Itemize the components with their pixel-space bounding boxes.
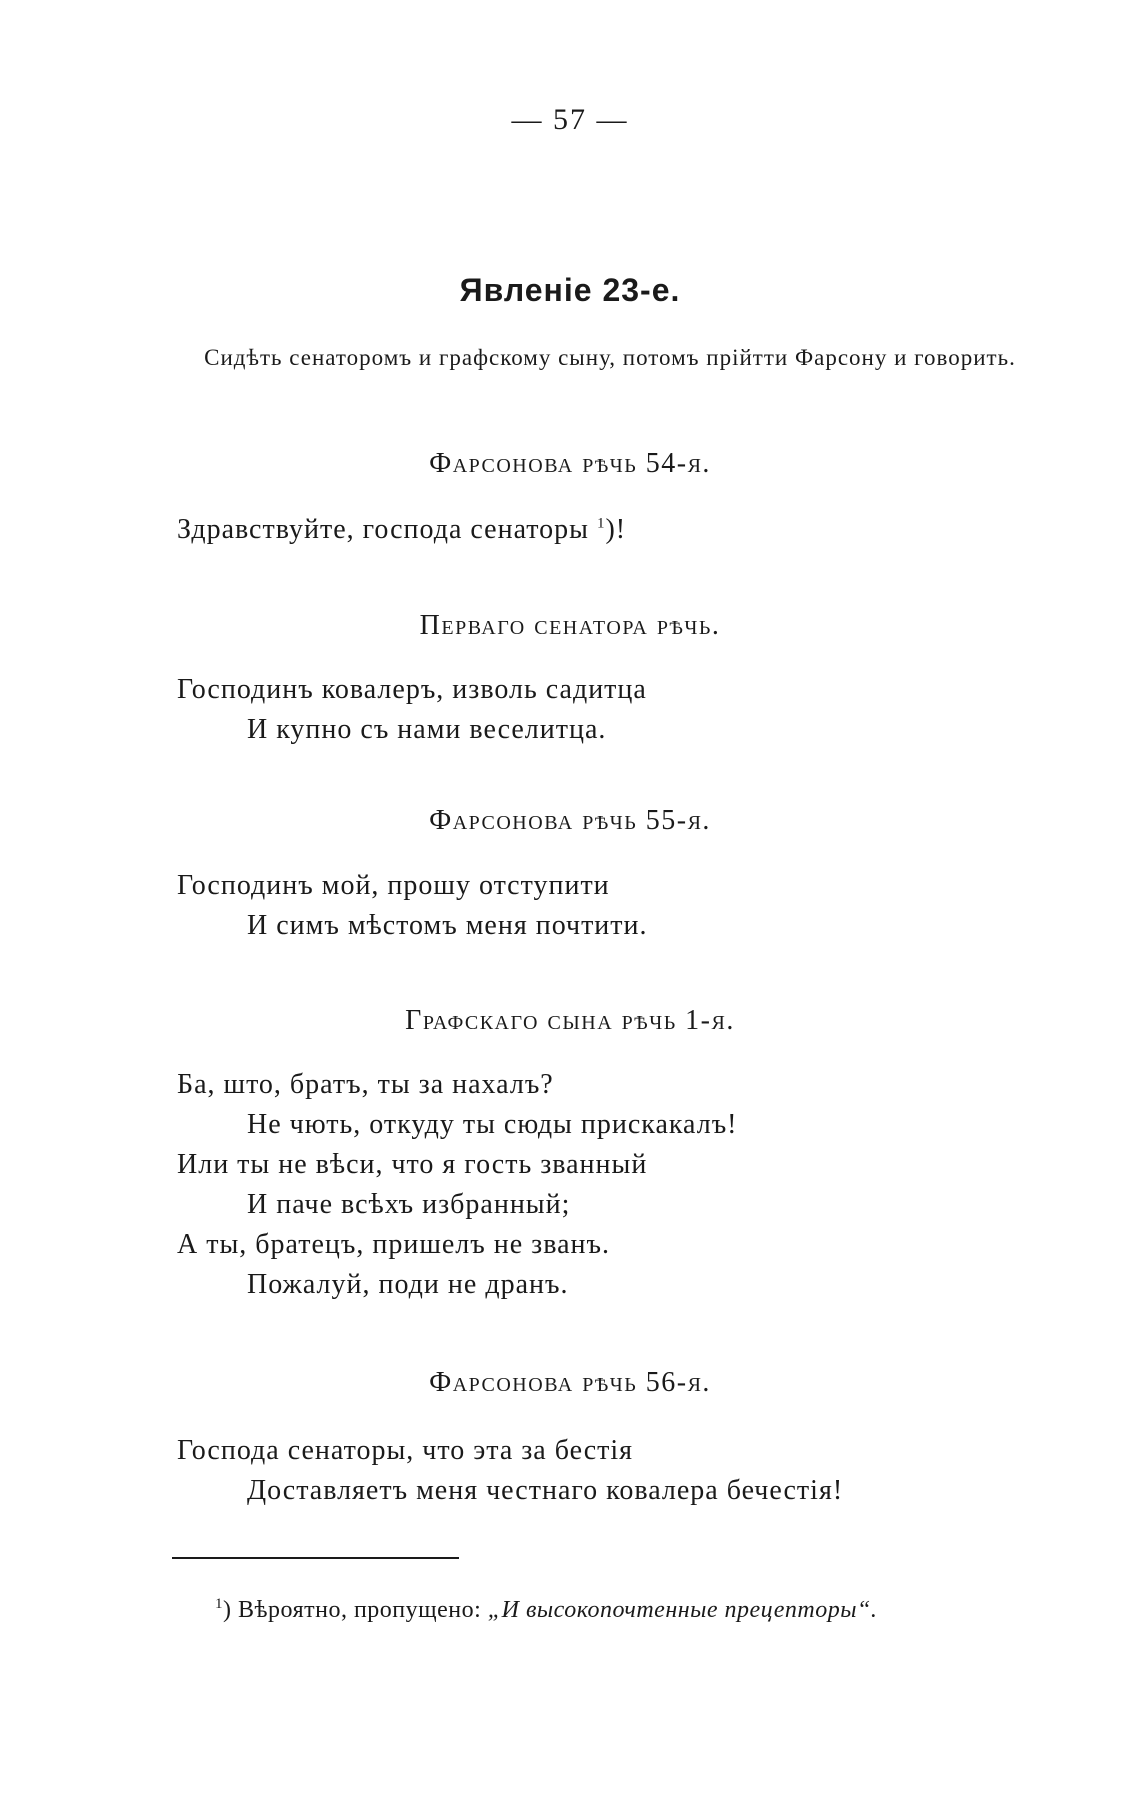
speaker-heading: Фарсонова рѣчь 55-я. (429, 805, 711, 836)
verse-line: Ба, што, братъ, ты за нахалъ? (177, 1069, 554, 1100)
footnote (215, 1597, 877, 1624)
verse-block (177, 866, 648, 946)
verse-line: Не чють, откуду ты сюды прискакалъ! (247, 1109, 738, 1140)
verse-block (177, 1431, 843, 1511)
page-number: — 57 — (511, 103, 629, 136)
verse-line: Господа сенаторы, что эта за бестія (177, 1435, 634, 1466)
stage-direction: Сидѣть сенаторомъ и графскому сыну, потомъ прійтти Фарсону и говорить. (204, 345, 1016, 370)
footnote-text: ) Вѣроятно, пропущено: (223, 1597, 488, 1623)
verse-line: И паче всѣхъ избранный; (247, 1189, 571, 1220)
speaker-heading: Фарсонова рѣчь 54-я. (429, 448, 711, 479)
verse-line: Господинъ мой, прошу отступити (177, 870, 610, 901)
footnote-divider (172, 1557, 459, 1559)
verse-line: И купно съ нами веселитца. (247, 714, 607, 745)
speaker-heading: Графскаго сына рѣчь 1-я. (405, 1005, 735, 1036)
verse-line: И симъ мѣстомъ меня почтити. (247, 910, 648, 941)
scene-title: Явленіе 23-е. (459, 272, 681, 308)
footnote-marker: 1 (596, 515, 606, 532)
verse-block (177, 1065, 738, 1305)
footnote-quote: „И высокопочтенные прецепторы“. (487, 1597, 878, 1623)
verse-line: Господинъ ковалеръ, изволь садитца (177, 674, 647, 705)
verse-block (177, 670, 647, 750)
verse-line: Доставляетъ меня честнаго ковалера бечестія! (247, 1475, 844, 1506)
verse-block (177, 510, 626, 550)
verse-line: Здравствуйте, господа сенаторы $^1$)! (177, 514, 627, 545)
verse-line: А ты, братецъ, пришелъ не званъ. (177, 1229, 610, 1260)
footnote-marker: 1 (215, 1596, 223, 1612)
speaker-heading: Фарсонова рѣчь 56-я. (429, 1367, 711, 1398)
speaker-heading: Перваго сенатора рѣчь. (419, 610, 721, 641)
verse-line: Или ты не вѣси, что я гость званный (177, 1149, 648, 1180)
verse-line: Пожалуй, поди не дранъ. (247, 1269, 569, 1300)
